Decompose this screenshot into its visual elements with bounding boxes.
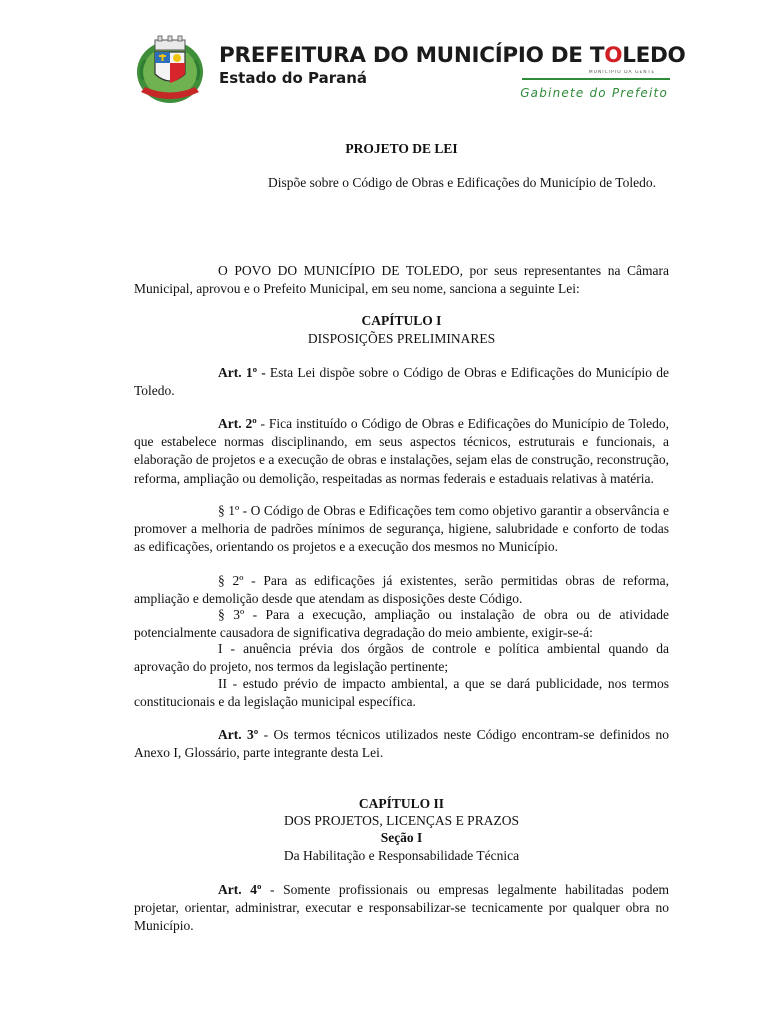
article-2: Art. 2º - Fica instituído o Código de Obras e Edificações do Município de Toledo, que estabelece normas disciplinando, em seus aspectos técnicos, estruturais e funcionais, a elaboração de projetos e a execução de obras e instalações, sejam elas de construção, reconstrução, reforma, ampliação ou demolição, respeitadas as normas federais e estaduais relativas à matéria. xyxy=(134,416,669,486)
municipality-title: PREFEITURA DO MUNICÍPIO DE TOLEDO xyxy=(219,43,686,68)
toledo-logo-o: O xyxy=(604,43,623,68)
article-3: Art. 3º - Os termos técnicos utilizados neste Código encontram-se definidos no Anexo I, Glossário, parte integrante desta Lei. xyxy=(134,727,669,761)
bill-summary: Dispõe sobre o Código de Obras e Edificações do Município de Toledo. xyxy=(268,175,656,190)
chapter-1-number: CAPÍTULO I xyxy=(361,313,442,328)
article-2-item-2: II - estudo prévio de impacto ambiental, a que se dará publicidade, nos termos constitucionais e da legislação municipal específica. xyxy=(134,676,669,710)
article-2-paragraph-1: § 1º - O Código de Obras e Edificações tem como objetivo garantir a observância e promover a melhoria de padrões mínimos de segurança, higiene, salubridade e conforto de todas as edificações, orientando os projetos e a execução dos mesmos no Município. xyxy=(134,503,669,555)
header-rule xyxy=(522,78,670,80)
state-name: Estado do Paraná xyxy=(219,69,368,87)
article-2-paragraph-2: § 2º - Para as edificações já existentes, serão permitidas obras de reforma, ampliação e demolição desde que atendam as disposições deste Código. xyxy=(134,573,669,607)
article-1: Art. 1º - Esta Lei dispõe sobre o Código de Obras e Edificações do Município de Toledo. xyxy=(134,365,669,399)
preamble: O POVO DO MUNICÍPIO DE TOLEDO, por seus representantes na Câmara Municipal, aprovou e o Prefeito Municipal, em seu nome, sanciona a seguinte Lei: xyxy=(134,263,669,297)
chapter-2-number: CAPÍTULO II xyxy=(358,796,445,811)
article-2-item-1: I - anuência prévia dos órgãos de controle e política ambiental quando da aprovação do projeto, nos termos da legislação pertinente; xyxy=(134,641,669,675)
section-1-name: Da Habilitação e Responsabilidade Técnica xyxy=(283,848,520,863)
municipal-coat-of-arms xyxy=(133,32,207,106)
chapter-1-name: DISPOSIÇÕES PRELIMINARES xyxy=(307,331,496,346)
article-4: Art. 4º - Somente profissionais ou empresas legalmente habilitadas podem projetar, orientar, administrar, executar e responsabilizar-se tecnicamente por qualquer obra no Município. xyxy=(134,882,669,934)
logo-tagline: MUNICÍPIO DA GENTE xyxy=(588,70,656,75)
article-2-paragraph-3: § 3º - Para a execução, ampliação ou instalação de obra ou de atividade potencialmente causadora de significativa degradação do meio ambiente, exigir-se-á: xyxy=(134,607,669,641)
office-name: Gabinete do Prefeito xyxy=(520,86,668,100)
chapter-2-name: DOS PROJETOS, LICENÇAS E PRAZOS xyxy=(284,813,519,828)
document-title: PROJETO DE LEI xyxy=(345,141,458,156)
section-1-number: Seção I xyxy=(380,830,423,845)
